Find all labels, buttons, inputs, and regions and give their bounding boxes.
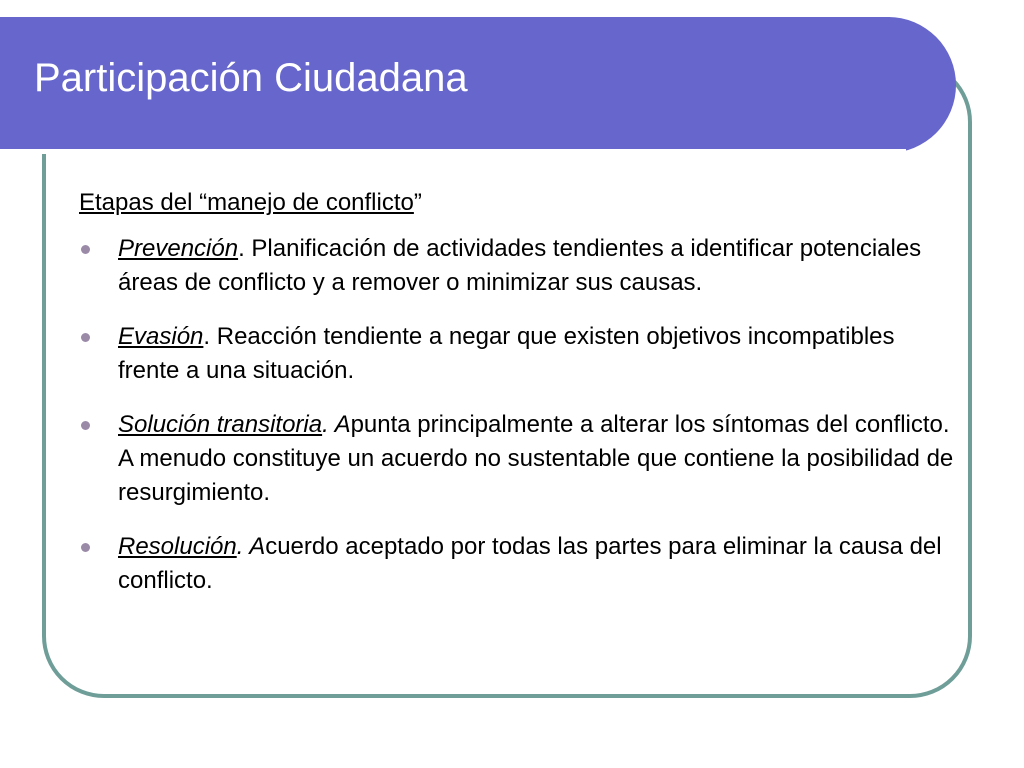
title-underline (0, 149, 906, 154)
bullet-item-resolucion (79, 530, 959, 598)
bullet-text: cuerdo aceptado por todas las partes para eliminar la causa del conflicto. (118, 533, 942, 594)
bullet-text: punta principalmente a alterar los síntomas del conflicto. A menudo constituye un acuerdo no sustentable que contiene la posibilidad de resurgimiento. (118, 411, 954, 506)
bullet-term: Solución transitoria (118, 411, 323, 438)
bullet-separator: . (238, 235, 252, 262)
bullet-list (79, 232, 959, 598)
bullet-item-prevencion (79, 232, 959, 300)
bullet-dot-icon (81, 421, 90, 430)
bullet-item-solucion-transitoria (79, 408, 959, 510)
bullet-dot-icon (81, 543, 90, 552)
slide-title: Participación Ciudadana (34, 56, 468, 100)
intro-underlined: Etapas del “manejo de conflicto (79, 189, 414, 216)
intro-line (79, 186, 959, 220)
bullet-item-evasion (79, 320, 959, 388)
bullet-separator: . (322, 411, 335, 438)
bullet-term: Evasión (118, 323, 204, 350)
bullet-dot-icon (81, 245, 90, 254)
bullet-initial: A (249, 533, 266, 560)
bullet-separator: . (236, 533, 250, 560)
bullet-term: Resolución (118, 533, 237, 560)
bullet-dot-icon (81, 333, 90, 342)
bullet-separator: . (203, 323, 217, 350)
bullet-term: Prevención (118, 235, 239, 262)
bullet-initial: A (334, 411, 351, 438)
slide-body (79, 186, 959, 618)
bullet-text: Reacción tendiente a negar que existen objetivos incompatibles frente a una situación. (118, 323, 895, 384)
intro-rest: ” (413, 189, 422, 216)
bullet-text: Planificación de actividades tendientes a identificar potenciales áreas de conflicto y a remover o minimizar sus causas. (118, 235, 922, 296)
